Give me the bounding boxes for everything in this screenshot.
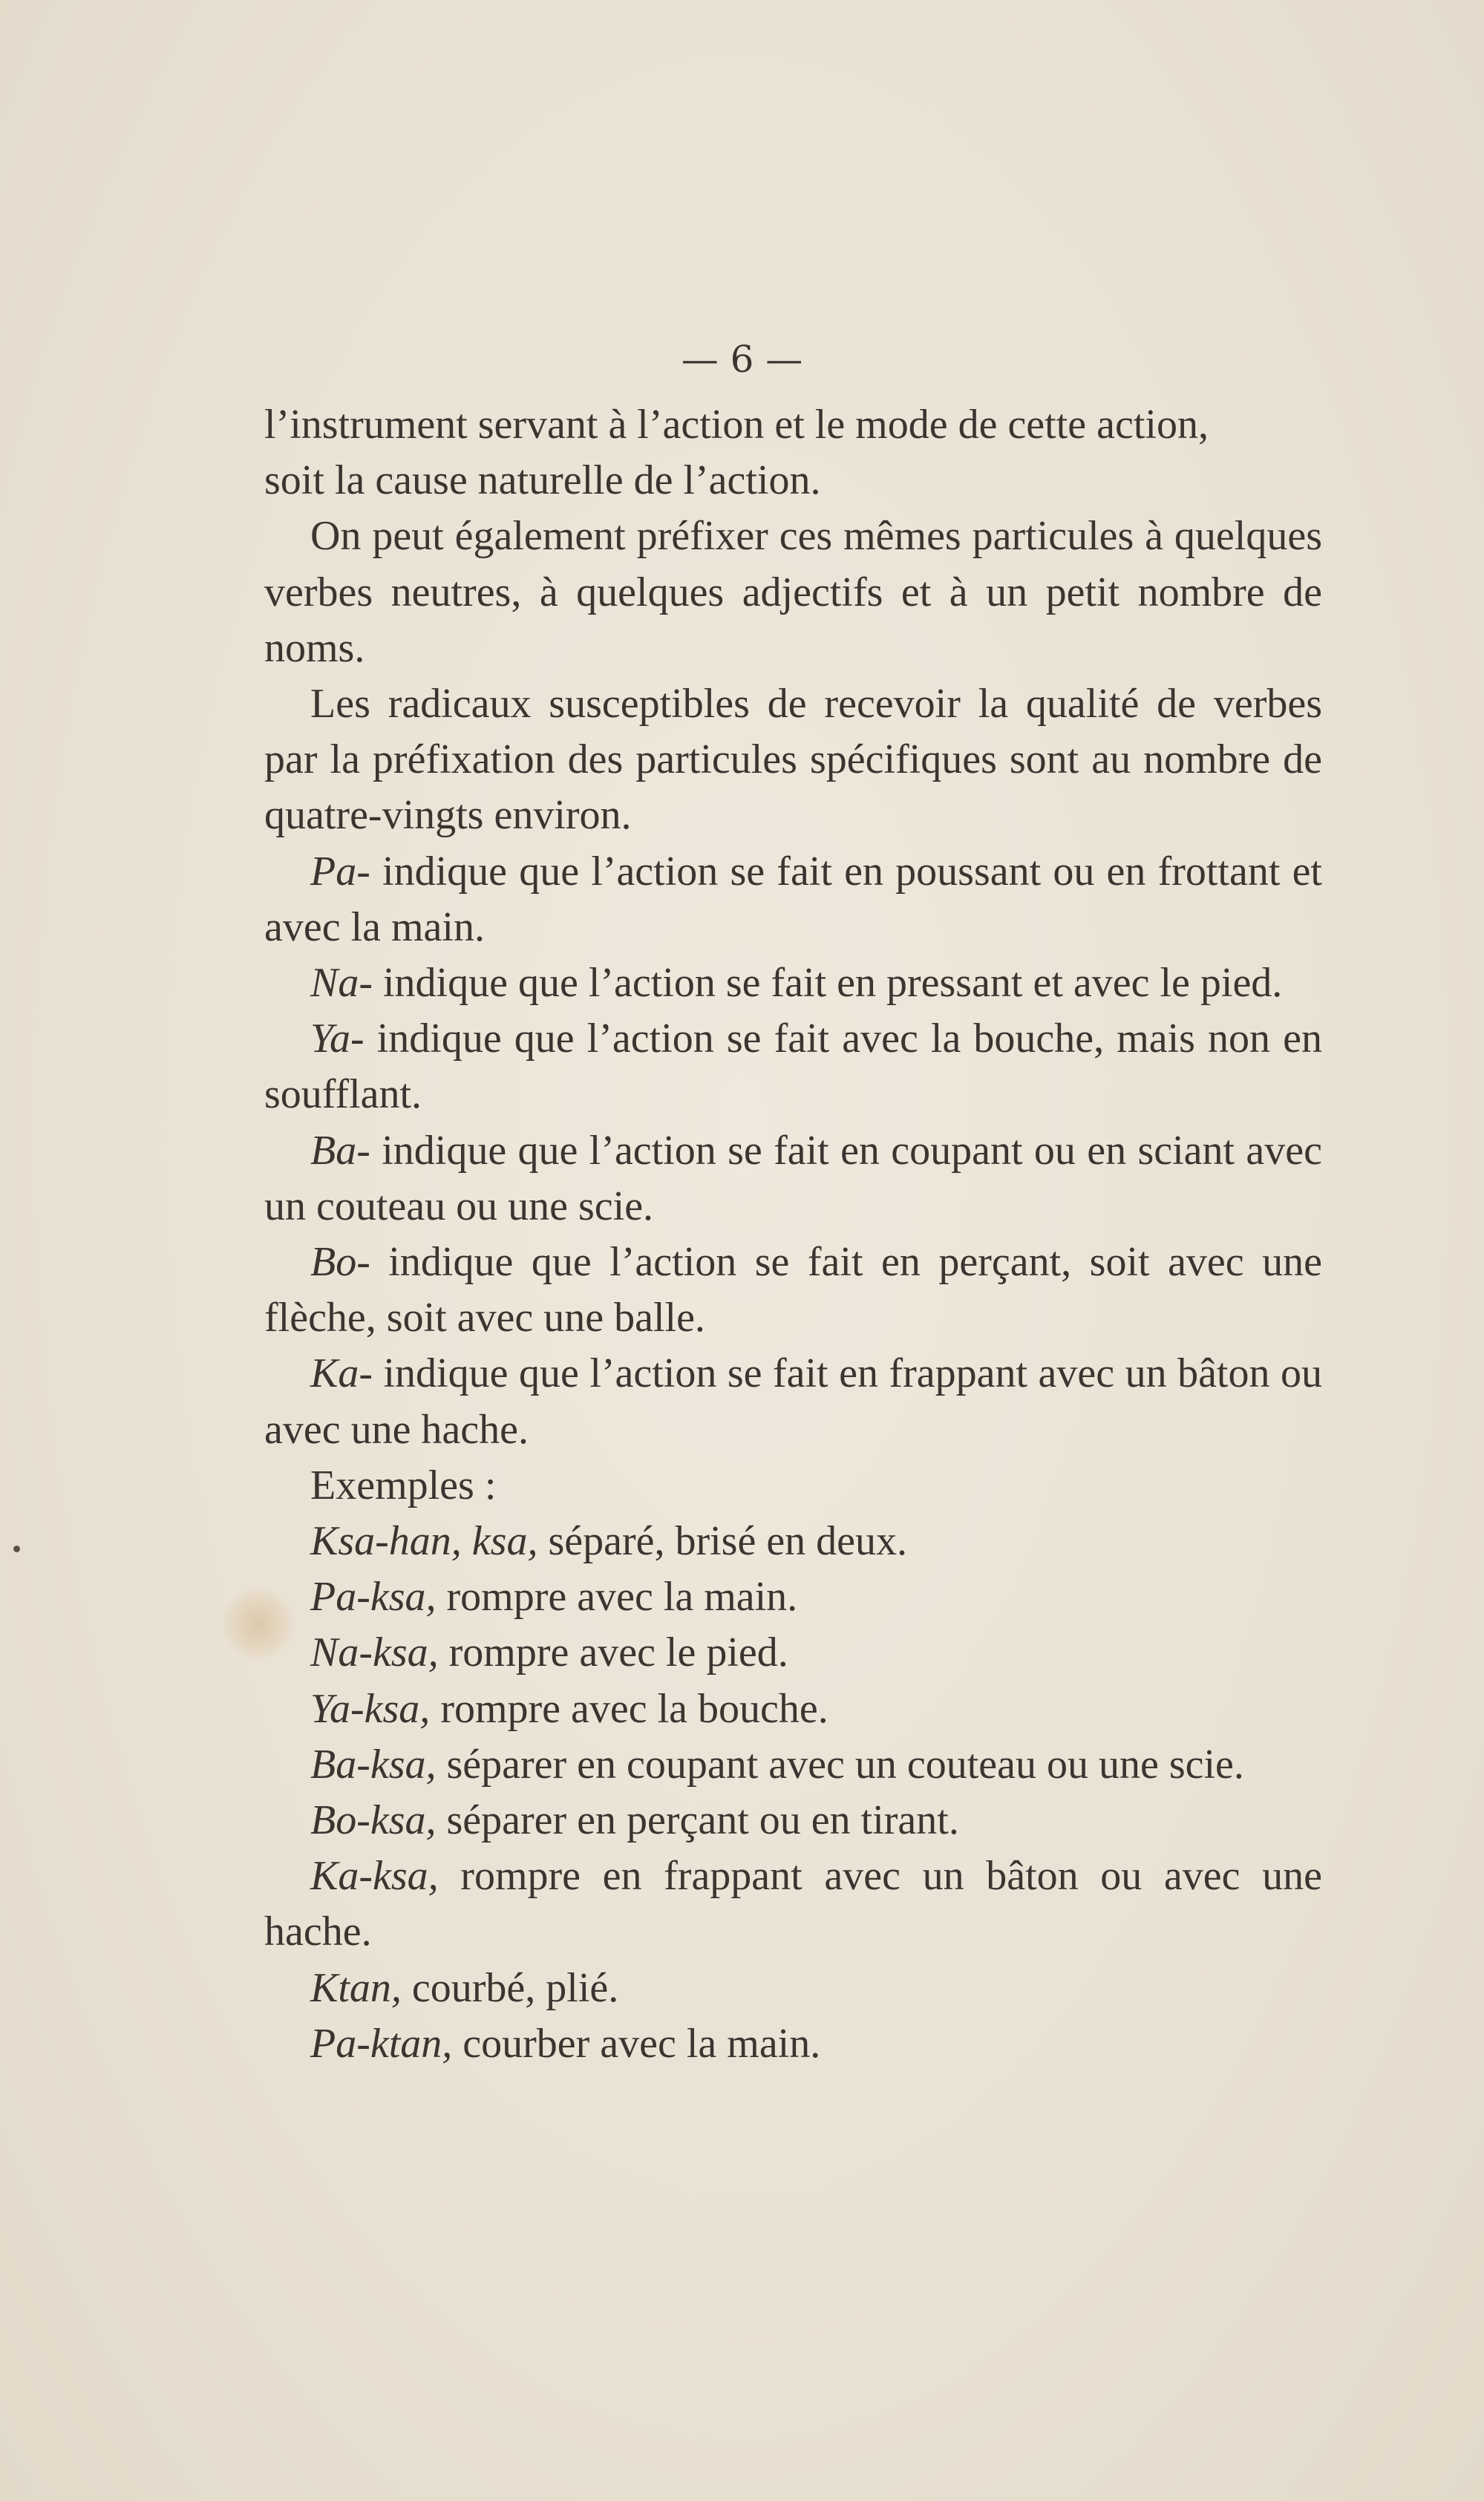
example-line — [264, 1848, 1322, 1960]
particle-definition: indique que l’action se fait en pressant et avec le pied. — [373, 960, 1283, 1007]
example-gloss: séparer en coupant avec un couteau ou une scie. — [436, 1741, 1244, 1788]
particle-term: Bo- — [310, 1239, 370, 1286]
definition-ba — [264, 1123, 1322, 1235]
definition-bo — [264, 1235, 1322, 1346]
example-gloss: rompre avec le pied. — [438, 1629, 788, 1676]
example-line — [264, 1737, 1322, 1793]
example-gloss: séparé, brisé en deux. — [537, 1518, 908, 1565]
example-line — [264, 2016, 1322, 2072]
particle-definition: indique que l’action se fait en perçant, soit avec une flèche, soit avec une balle. — [264, 1239, 1322, 1341]
example-gloss: séparer en perçant ou en tirant. — [436, 1797, 959, 1844]
text-line: l’instrument servant à l’action et le mode de cette action, — [264, 402, 1209, 448]
example-gloss: rompre avec la bouche. — [430, 1685, 828, 1732]
particle-definition: indique que l’action se fait en poussant ou en frottant et avec la main. — [264, 848, 1322, 950]
particle-term: Pa- — [310, 848, 370, 895]
particle-term: Ya- — [310, 1016, 365, 1062]
example-gloss: courber avec la main. — [452, 2020, 821, 2067]
example-gloss: rompre avec la main. — [436, 1574, 798, 1621]
example-term: Bo-ksa, — [310, 1797, 437, 1844]
particle-term: Na- — [310, 960, 373, 1007]
particle-definition: indique que l’action se fait en coupant ou en sciant avec un couteau ou une scie. — [264, 1127, 1322, 1229]
particle-term: Ba- — [310, 1127, 370, 1174]
definition-ka — [264, 1346, 1322, 1457]
example-term: Ba-ksa, — [310, 1741, 437, 1788]
paper-speck — [13, 1546, 20, 1552]
example-term: Ya-ksa, — [310, 1685, 431, 1732]
particle-definition: indique que l’action se fait avec la bouche, mais non en soufflant. — [264, 1016, 1322, 1118]
example-term: Ktan, — [310, 1964, 402, 2011]
examples-heading: Exemples : — [310, 1462, 497, 1508]
definition-na — [264, 955, 1322, 1011]
definition-pa — [264, 844, 1322, 955]
page-number: — 6 — — [681, 338, 803, 381]
example-gloss: courbé, plié. — [401, 1964, 619, 2011]
example-term: Pa-ktan, — [310, 2020, 453, 2067]
example-term: Pa-ksa, — [310, 1574, 437, 1621]
example-gloss: rompre en frappant avec un bâton ou avec une hache. — [264, 1853, 1322, 1955]
paragraph-continuation — [264, 397, 1322, 509]
particle-definition: indique que l’action se fait en frappant avec un bâton ou avec une hache. — [264, 1350, 1322, 1453]
examples-list — [264, 1514, 1322, 2072]
example-term: Na-ksa, — [310, 1629, 439, 1676]
body-text — [264, 397, 1322, 2072]
example-line — [264, 1514, 1322, 1569]
particle-term: Ka- — [310, 1350, 373, 1397]
definition-ya — [264, 1011, 1322, 1122]
paragraph-prefix-usage: On peut également préfixer ces mêmes particules à quelques verbes neutres, à quelques adjectifs et à un petit nombre de noms. — [264, 513, 1322, 671]
example-line — [264, 1569, 1322, 1625]
paragraph-radicals: Les radicaux susceptibles de recevoir la qualité de verbes par la préfixation des particules spécifiques sont au nombre de quatre-vingts environ. — [264, 681, 1322, 839]
example-line — [264, 1625, 1322, 1681]
example-term: Ka-ksa, — [310, 1853, 439, 1900]
example-term: Ksa-han, ksa, — [310, 1518, 538, 1565]
example-line — [264, 1681, 1322, 1737]
example-line — [264, 1793, 1322, 1848]
text-line: soit la cause naturelle de l’action. — [264, 457, 821, 504]
example-line — [264, 1961, 1322, 2016]
